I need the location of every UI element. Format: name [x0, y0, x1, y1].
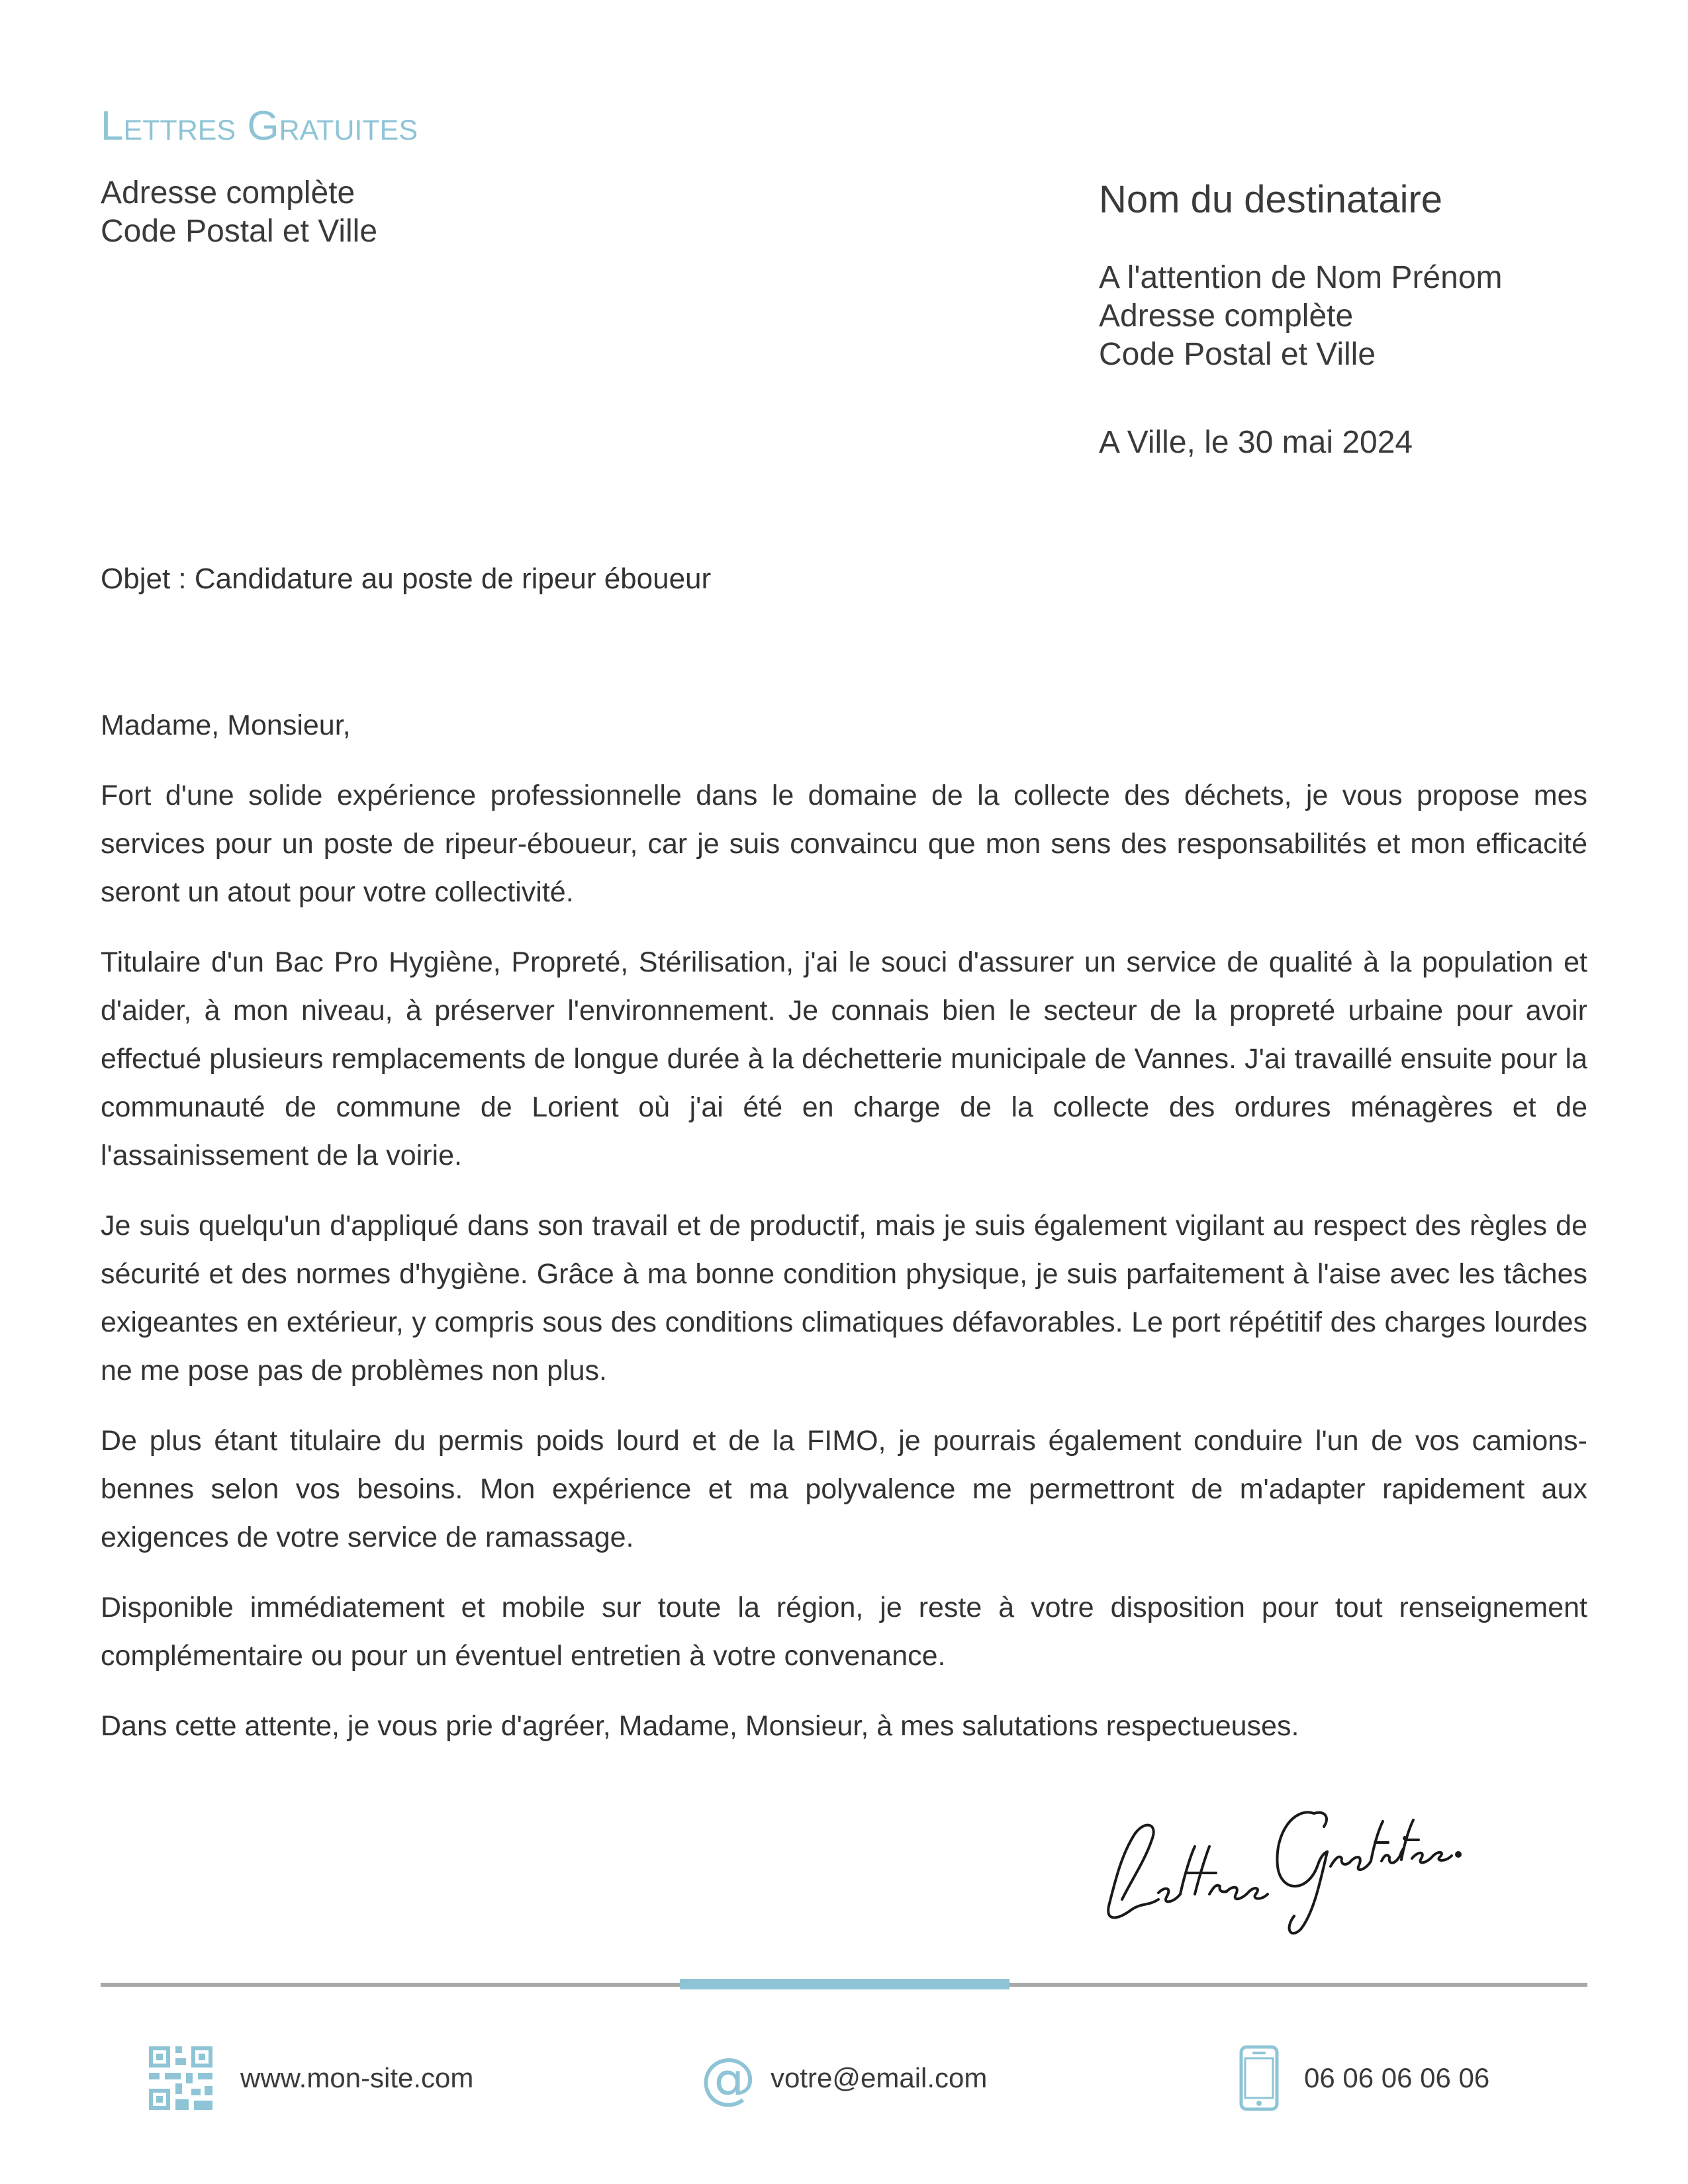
- recipient-name: Nom du destinataire: [1099, 178, 1443, 221]
- letter-body: [101, 702, 1587, 1772]
- phone-number[interactable]: 06 06 06 06 06: [1304, 2062, 1490, 2093]
- sender-brand: Lettres Gratuites: [101, 103, 418, 149]
- qr-code-icon: [149, 2046, 212, 2110]
- closing: Dans cette attente, je vous prie d'agréer, Madame, Monsieur, à mes salutations respectueuses.: [101, 1710, 1299, 1742]
- letter-object: Objet : Candidature au poste de ripeur éboueur: [101, 563, 712, 595]
- sender-address-block: [101, 174, 377, 251]
- body-paragraph: Titulaire d'un Bac Pro Hygiène, Propreté, Stérilisation, j'ai le souci d'assurer un service de qualité à la population et d'aider, à mon niveau, à préserver l'environnement. Je connais bien le secteur de la propreté urbaine pour avoir effectué plusieurs remplacements de longue durée à la déchetterie municipale de Vannes. J'ai travaillé ensuite pour la communauté de commune de Lorient où j'ai été en charge de la collecte des ordures ménagères et de l'assainissement de la voirie.: [101, 946, 1587, 1171]
- footer-phone: [1239, 2045, 1489, 2111]
- body-paragraph: Je suis quelqu'un d'appliqué dans son travail et de productif, mais je suis également vigilant au respect des règles de sécurité et des normes d'hygiène. Grâce à ma bonne condition physique, je suis parfaitement à l'aise avec les tâches exigeantes en extérieur, y compris sous des conditions climatiques défavorables. Le port répétitif des charges lourdes ne me pose pas de problèmes non plus.: [101, 1210, 1587, 1387]
- recipient-city: Code Postal et Ville: [1099, 337, 1376, 372]
- sender-city: Code Postal et Ville: [101, 214, 378, 249]
- footer-website: [149, 2045, 473, 2111]
- email-link[interactable]: votre@email.com: [771, 2062, 988, 2093]
- date-line: A Ville, le 30 mai 2024: [1099, 425, 1413, 460]
- footer-divider-accent: [680, 1979, 1009, 1989]
- body-paragraph: De plus étant titulaire du permis poids lourd et de la FIMO, je pourrais également conduire l'un de vos camions-bennes selon vos besoins. Mon expérience et ma polyvalence me permettront de m'adapter rapidement aux exigences de votre service de ramassage.: [101, 1425, 1587, 1553]
- signature: [1096, 1774, 1466, 1946]
- sender-address: Adresse complète: [101, 175, 355, 210]
- website-link[interactable]: www.mon-site.com: [240, 2062, 474, 2093]
- recipient-attention: A l'attention de Nom Prénom: [1099, 260, 1503, 295]
- salutation: Madame, Monsieur,: [101, 709, 351, 741]
- footer-email: [700, 2045, 987, 2111]
- phone-icon: [1239, 2045, 1279, 2111]
- recipient-address: Adresse complète: [1099, 298, 1354, 334]
- body-paragraph: Disponible immédiatement et mobile sur toute la région, je reste à votre disposition pour tout renseignement complémentaire ou pour un éventuel entretien à votre convenance.: [101, 1592, 1587, 1672]
- at-icon: @: [700, 2046, 756, 2111]
- recipient-address-block: [1099, 259, 1503, 374]
- body-paragraph: Fort d'une solide expérience professionnelle dans le domaine de la collecte des déchets, je vous propose mes services pour un poste de ripeur-éboueur, car je suis convaincu que mon sens des responsabilités et mon efficacité seront un atout pour votre collectivité.: [101, 780, 1587, 908]
